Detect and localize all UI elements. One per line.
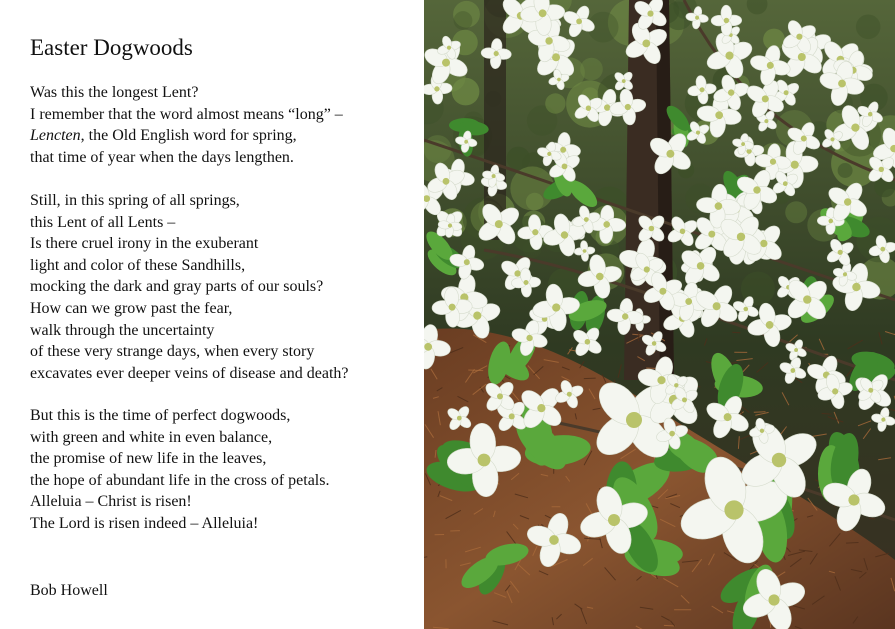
author-name: Bob Howell (30, 582, 108, 599)
poem-line: Still, in this spring of all springs, (30, 192, 240, 209)
dogwood-photo (424, 0, 895, 629)
poem-line: Is there cruel irony in the exuberant (30, 235, 259, 253)
canopy-leaf-cluster (838, 163, 853, 178)
pine-needle (468, 370, 483, 371)
poem-line: How can we grow past the fear, (30, 299, 233, 317)
poem-line: with green and white in even balance, (30, 428, 273, 446)
poem-line: excavates ever deeper veins of disease and death? (30, 364, 349, 382)
italic-word: Lencten (30, 127, 81, 145)
canopy-leaf-cluster (545, 93, 565, 113)
poem-line: of these very strange days, when every story (30, 343, 315, 361)
poem-panel (0, 0, 424, 629)
poem-line: Alleluia – Christ is risen! (30, 493, 192, 511)
stanza-1 (30, 82, 343, 168)
poem-line-rest: , the Old English word for spring, (80, 127, 297, 145)
canopy-leaf-cluster (507, 147, 530, 170)
poem-line: the hope of abundant life in the cross of petals. (30, 471, 330, 489)
poem-line: I remember that the word almost means “long” – (30, 105, 343, 123)
poem-title: Easter Dogwoods (30, 35, 193, 60)
poem-line: the promise of new life in the leaves, (30, 450, 267, 468)
poem-line: The Lord is risen indeed – Alleluia! (30, 514, 259, 532)
poem-line: walk through the uncertainty (30, 321, 215, 339)
pine-needle (822, 414, 832, 415)
poem-line (30, 125, 343, 147)
poem-line: that time of year when the days lengthen. (30, 148, 294, 166)
poem-line: But this is the time of perfect dogwoods, (30, 407, 291, 424)
poem-line: this Lent of all Lents – (30, 213, 176, 231)
stanza-2 (30, 190, 349, 384)
pine-needle (846, 543, 859, 544)
canopy-leaf-cluster (856, 14, 881, 39)
poem-line: mocking the dark and gray parts of our souls? (30, 278, 324, 296)
canopy-leaf-cluster (785, 201, 807, 223)
dogwood-photo-art (424, 0, 895, 629)
pine-needle (584, 378, 596, 379)
stanza-3 (30, 405, 329, 535)
poem-line: light and color of these Sandhills, (30, 256, 246, 274)
left-trunk (484, 0, 506, 240)
canopy-leaf-cluster (454, 11, 473, 30)
pine-needle (732, 332, 740, 333)
poem-line: Was this the longest Lent? (30, 84, 199, 101)
